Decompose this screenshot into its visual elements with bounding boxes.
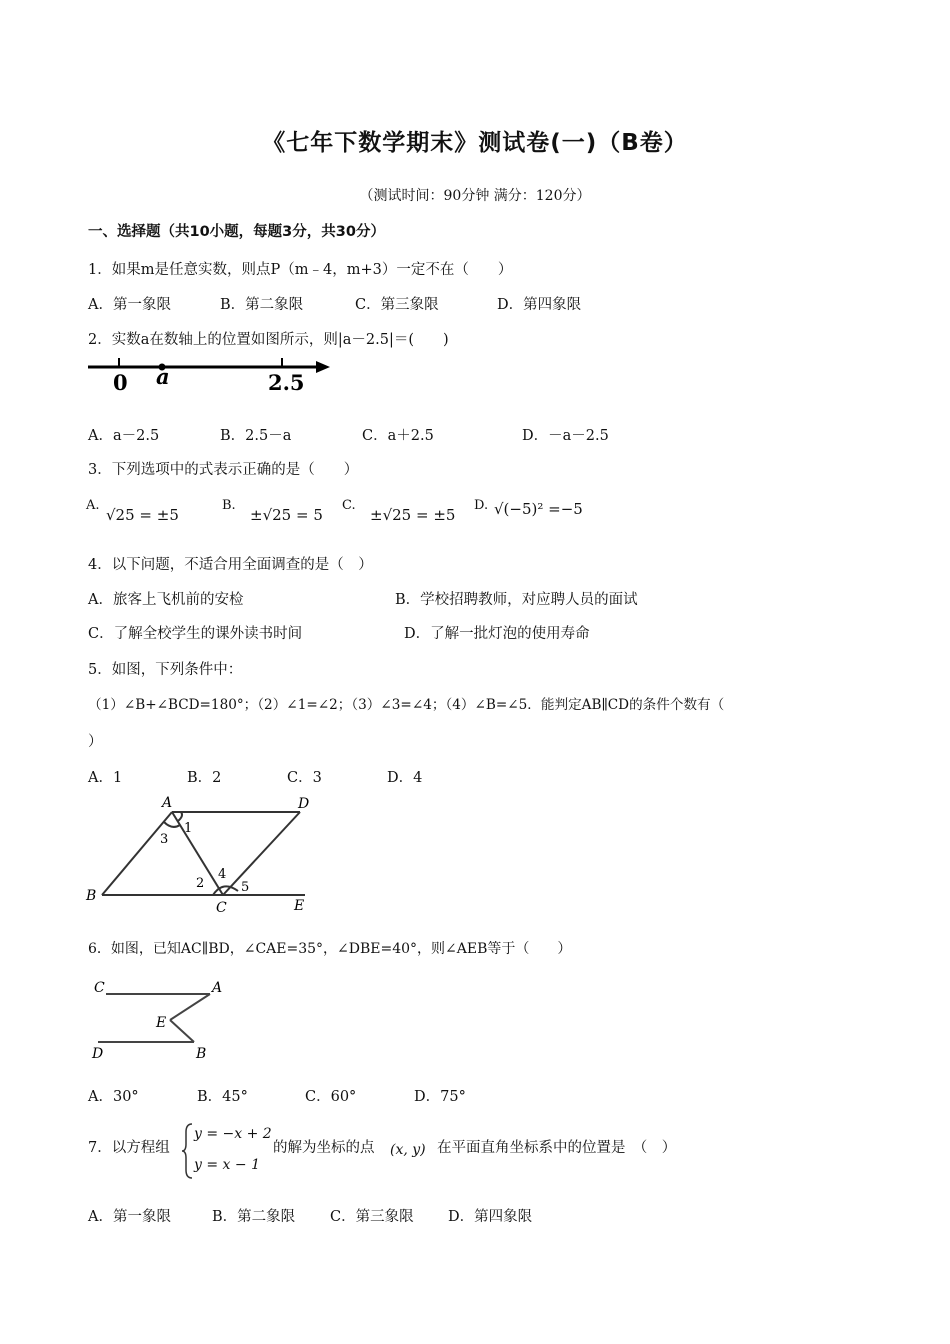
q3-option-a: √25 = ±5: [106, 506, 179, 524]
q1-option-b: B．第二象限: [220, 297, 304, 313]
q3-letter-a: A.: [86, 498, 100, 513]
number-line-arrow: [316, 361, 330, 373]
label-angle-3: 3: [160, 832, 169, 847]
question-7-stem-end: 在平面直角坐标系中的位置是 （ ）: [437, 1140, 677, 1156]
segment-cd: [223, 812, 300, 895]
q4-option-d: D．了解一批灯泡的使用寿命: [404, 626, 590, 642]
point-xy: (x, y): [390, 1142, 426, 1158]
q4-option-a: A．旅客上飞机前的安检: [88, 592, 244, 608]
label-d: D: [92, 1046, 104, 1062]
q2-option-d: D．－a－2.5: [522, 428, 609, 444]
q2-option-c: C．a＋2.5: [362, 428, 434, 444]
q5-option-a: A．1: [88, 770, 123, 786]
q5-option-b: B．2: [187, 770, 222, 786]
parallelogram-figure: [80, 792, 320, 917]
q7-option-c: C．第三象限: [330, 1209, 414, 1225]
segment-ae: [170, 994, 210, 1020]
question-4-stem: 4．以下问题，不适合用全面调查的是（ ）: [88, 557, 373, 573]
question-1-stem: 1．如果m是任意实数，则点P（m﹣4，m+3）一定不在（ ）: [88, 262, 513, 278]
label-angle-4: 4: [218, 867, 227, 882]
question-5-conditions: （1）∠B+∠BCD=180°；（2）∠1=∠2；（3）∠3=∠4；（4）∠B=∠5．能判定AB∥CD的条件个数有（: [88, 697, 725, 713]
label-angle-2: 2: [196, 876, 205, 891]
q3-option-b: ±√25 = 5: [250, 506, 323, 524]
question-5-close: ）: [88, 734, 103, 750]
q6-option-b: B．45°: [197, 1089, 248, 1105]
q1-option-c: C．第三象限: [355, 297, 439, 313]
q7-option-a: A．第一象限: [88, 1209, 171, 1225]
label-a: A: [212, 980, 223, 996]
label-angle-1: 1: [184, 821, 193, 836]
segment-ba: [102, 812, 172, 895]
q7-option-d: D．第四象限: [448, 1209, 533, 1225]
q3-option-d: √(−5)² =−5: [494, 500, 583, 518]
exam-info: （测试时间：90分钟 满分：120分）: [359, 188, 591, 204]
q3-letter-d: D.: [474, 498, 489, 513]
label-c: C: [94, 980, 105, 996]
label-a: A: [162, 795, 173, 811]
question-5-stem: 5．如图，下列条件中：: [88, 662, 243, 678]
label-b: B: [196, 1046, 207, 1062]
q1-option-a: A．第一象限: [88, 297, 171, 313]
label-zero: 0: [113, 370, 128, 395]
page-title: 《七年下数学期末》测试卷(一)（B卷）: [262, 130, 688, 156]
system-equation-2: y = x − 1: [194, 1157, 260, 1173]
label-e: E: [156, 1015, 167, 1031]
question-7-stem-start: 7．以方程组: [88, 1140, 170, 1156]
arc-angle-1: [178, 812, 182, 821]
question-6-stem: 6．如图，已知AC∥BD，∠CAE=35°，∠DBE=40°，则∠AEB等于（ ）: [88, 941, 572, 957]
label-angle-5: 5: [241, 880, 250, 895]
q7-option-b: B．第二象限: [212, 1209, 296, 1225]
q3-option-c: ±√25 = ±5: [370, 506, 456, 524]
label-a: a: [156, 364, 170, 389]
brace-icon: [180, 1122, 194, 1180]
q5-option-c: C．3: [287, 770, 322, 786]
section-heading-choice: 一、选择题（共10小题，每题3分，共30分）: [88, 224, 385, 240]
segment-eb: [170, 1020, 194, 1042]
label-c: C: [216, 900, 227, 916]
q6-option-c: C．60°: [305, 1089, 357, 1105]
question-2-stem: 2．实数a在数轴上的位置如图所示，则|a－2.5|＝( ): [88, 332, 449, 348]
q4-option-b: B．学校招聘教师，对应聘人员的面试: [395, 592, 638, 608]
label-d: D: [298, 796, 310, 812]
q4-option-c: C．了解全校学生的课外读书时间: [88, 626, 303, 642]
q3-letter-b: B.: [222, 498, 236, 513]
q6-option-d: D．75°: [414, 1089, 466, 1105]
label-b: B: [86, 888, 97, 904]
number-line-figure: [84, 350, 336, 396]
q1-option-d: D．第四象限: [497, 297, 582, 313]
q6-option-a: A．30°: [88, 1089, 139, 1105]
system-equation-1: y = −x + 2: [194, 1126, 272, 1142]
q5-option-d: D．4: [387, 770, 423, 786]
q3-letter-c: C.: [342, 498, 356, 513]
question-7-stem-mid: 的解为坐标的点: [273, 1140, 375, 1156]
label-two-point-five: 2.5: [268, 370, 305, 395]
question-3-stem: 3．下列选项中的式表示正确的是（ ）: [88, 462, 359, 478]
q2-option-a: A．a－2.5: [88, 428, 160, 444]
label-e: E: [294, 898, 305, 914]
zigzag-figure: [86, 972, 276, 1062]
q2-option-b: B．2.5－a: [220, 428, 292, 444]
